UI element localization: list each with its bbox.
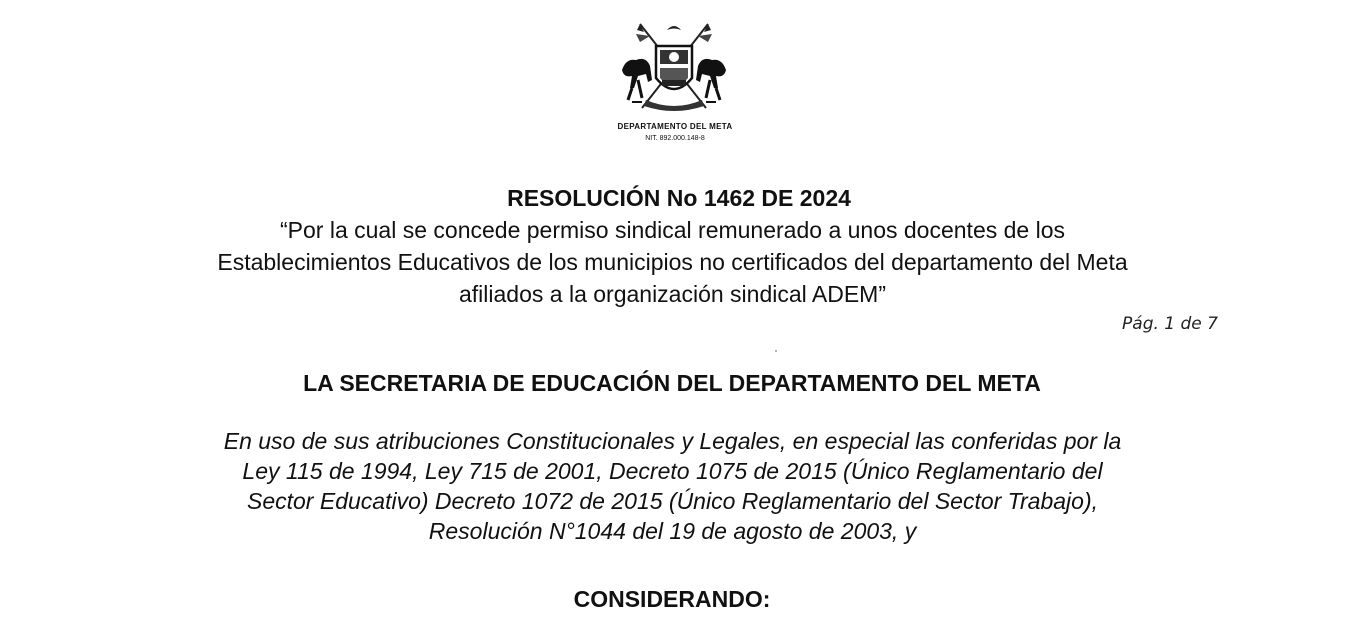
- resolution-subject-line: Establecimientos Educativos de los municipios no certificados del departamento del Meta: [217, 249, 1128, 275]
- department-nit: NIT. 892.000.148-8: [645, 135, 705, 142]
- department-crest-logo: [612, 20, 736, 116]
- resolution-title: RESOLUCIÓN No 1462 DE 2024: [507, 185, 851, 211]
- resolution-subject-line: “Por la cual se concede permiso sindical remunerado a unos docentes de los: [280, 217, 1065, 243]
- legal-powers-line: En uso de sus atribuciones Constitucionales y Legales, en especial las conferidas por la: [223, 428, 1122, 454]
- resolution-subject-line: afiliados a la organización sindical ADEM”: [459, 281, 886, 307]
- legal-powers-line: Sector Educativo) Decreto 1072 de 2015 (Único Reglamentario del Sector Trabajo),: [246, 488, 1099, 514]
- section-heading-considerando: CONSIDERANDO:: [573, 586, 771, 612]
- issuing-authority: LA SECRETARIA DE EDUCACIÓN DEL DEPARTAMENTO DEL META: [303, 370, 1041, 396]
- legal-powers-line: Ley 115 de 1994, Ley 715 de 2001, Decreto 1075 de 2015 (Único Reglamentario del: [242, 458, 1103, 484]
- department-name: DEPARTAMENTO DEL META: [617, 122, 733, 131]
- scan-artifact: [775, 350, 777, 352]
- legal-powers-line: Resolución N°1044 del 19 de agosto de 2003, y: [428, 518, 917, 544]
- page-indicator: Pág. 1 de 7: [1122, 314, 1218, 334]
- resolution-subject: [120, 214, 1225, 310]
- legal-powers-paragraph: [100, 426, 1245, 546]
